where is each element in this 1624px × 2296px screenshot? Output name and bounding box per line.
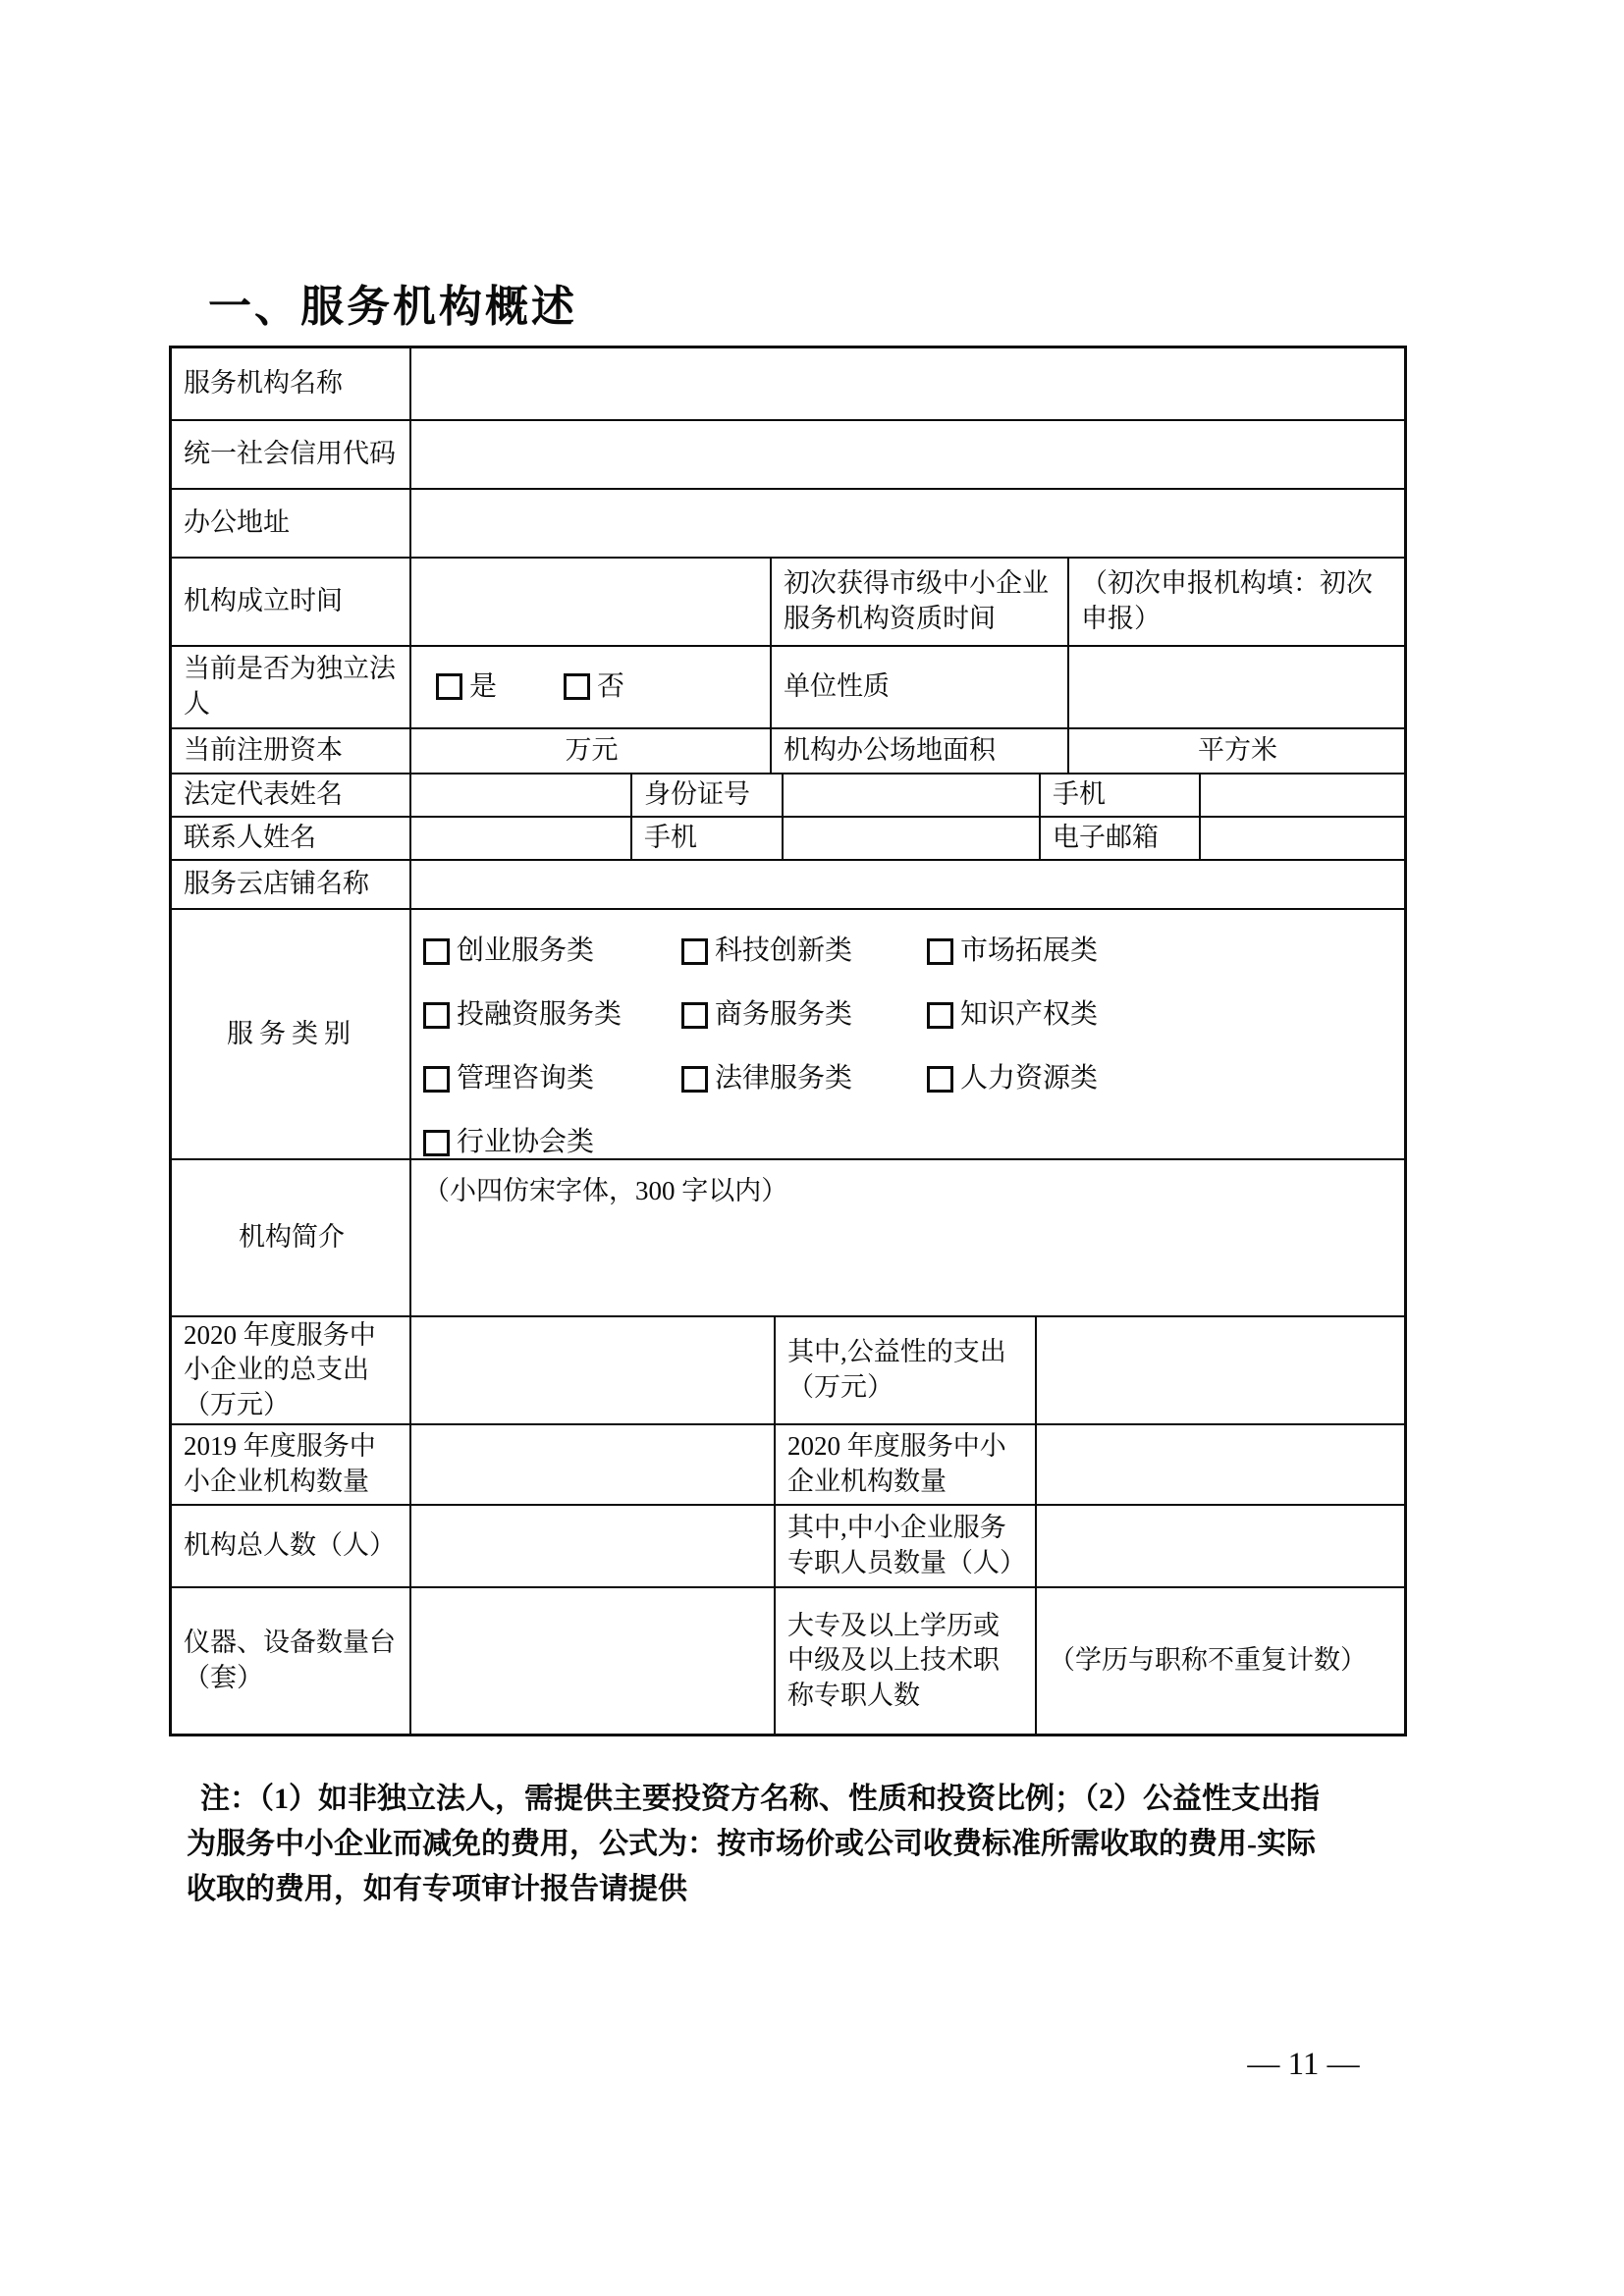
footnote-line: 注：（1）如非独立法人，需提供主要投资方名称、性质和投资比例；（2）公益性支出指 bbox=[200, 1783, 1320, 1815]
address-value-cell bbox=[409, 490, 1404, 557]
row-org-name bbox=[172, 348, 1404, 419]
first-declare-note: （初次申报机构填：初次申报） bbox=[1067, 559, 1404, 645]
credit-code-label: 统一社会信用代码 bbox=[184, 439, 396, 469]
legal-rep-phone-value-cell bbox=[1199, 774, 1404, 816]
footnote-line: 收取的费用，如有专项审计报告请提供 bbox=[187, 1873, 687, 1905]
checkbox-icon bbox=[927, 1002, 953, 1029]
category-option bbox=[681, 1061, 927, 1097]
intro-hint: （小四仿宋字体，300 字以内） bbox=[423, 1176, 788, 1205]
page-number: — 11 — bbox=[1247, 2047, 1360, 2082]
checkbox-icon bbox=[681, 938, 708, 965]
row-cloud-shop bbox=[172, 859, 1404, 908]
contact-value-cell bbox=[409, 818, 630, 859]
row-staff-total bbox=[172, 1504, 1404, 1586]
row-service-categories bbox=[172, 908, 1404, 1158]
id-number-value-cell bbox=[782, 774, 1039, 816]
intro-content-cell bbox=[409, 1160, 1404, 1315]
checkbox-icon bbox=[927, 1066, 953, 1093]
public-welfare-label: 其中,公益性的支出（万元） bbox=[774, 1317, 1035, 1423]
category-option bbox=[681, 997, 927, 1034]
checkbox-icon bbox=[564, 673, 590, 700]
public-welfare-value-cell bbox=[1035, 1317, 1404, 1423]
independent-label: 当前是否为独立法人 bbox=[184, 654, 396, 719]
checkbox-icon bbox=[927, 938, 953, 965]
email-value-cell bbox=[1199, 818, 1404, 859]
unit-nature-label: 单位性质 bbox=[770, 647, 1067, 727]
reg-capital-label: 当前注册资本 bbox=[184, 735, 343, 766]
category-grid bbox=[411, 910, 1404, 1158]
equipment-label: 仪器、设备数量台（套） bbox=[184, 1628, 396, 1692]
category-option bbox=[927, 934, 1404, 970]
orgs-2020-value-cell bbox=[1035, 1425, 1404, 1504]
category-label: 管理咨询类 bbox=[457, 1062, 595, 1094]
category-label: 商务服务类 bbox=[715, 998, 853, 1030]
contact-label: 联系人姓名 bbox=[184, 823, 316, 853]
category-option bbox=[681, 934, 927, 970]
degree-label: 大专及以上学历或中级及以上技术职称专职人数 bbox=[774, 1588, 1035, 1734]
row-credit-code bbox=[172, 419, 1404, 488]
no-label: 否 bbox=[597, 670, 625, 702]
row-intro bbox=[172, 1158, 1404, 1315]
staff-dedicated-label: 其中,中小企业服务专职人员数量（人） bbox=[774, 1506, 1035, 1586]
checkbox-icon bbox=[423, 1002, 450, 1029]
category-label: 科技创新类 bbox=[715, 935, 853, 966]
staff-total-value-cell bbox=[409, 1506, 774, 1586]
category-label: 知识产权类 bbox=[960, 998, 1099, 1030]
orgs-2020-label: 2020 年度服务中小企业机构数量 bbox=[774, 1425, 1035, 1504]
row-independent-legal bbox=[172, 645, 1404, 727]
contact-phone-label: 手机 bbox=[630, 818, 782, 859]
category-option bbox=[423, 1125, 681, 1158]
checkbox-icon bbox=[423, 938, 450, 965]
footnote-line: 为服务中小企业而减免的费用，公式为：按市场价或公司收费标准所需收取的费用-实际 bbox=[187, 1828, 1316, 1860]
intro-label: 机构简介 bbox=[239, 1222, 345, 1253]
founded-value-cell bbox=[409, 559, 770, 645]
category-option bbox=[423, 997, 681, 1034]
category-option bbox=[927, 997, 1404, 1034]
orgs-2019-value-cell bbox=[409, 1425, 774, 1504]
row-orgs-count bbox=[172, 1423, 1404, 1504]
no-option bbox=[564, 669, 624, 706]
equipment-value-cell bbox=[409, 1588, 774, 1734]
row-legal-representative bbox=[172, 773, 1404, 816]
row-expense-2020 bbox=[172, 1315, 1404, 1423]
category-label: 人力资源类 bbox=[960, 1062, 1099, 1094]
founded-label: 机构成立时间 bbox=[184, 586, 343, 616]
id-number-label: 身份证号 bbox=[630, 774, 782, 816]
category-label: 创业服务类 bbox=[457, 935, 595, 966]
checkbox-icon bbox=[681, 1002, 708, 1029]
checkbox-icon bbox=[423, 1130, 450, 1156]
footnote bbox=[187, 1777, 1453, 1912]
checkbox-icon bbox=[436, 673, 462, 700]
expense-2020-value-cell bbox=[409, 1317, 774, 1423]
expense-2020-label: 2020 年度服务中小企业的总支出（万元） bbox=[184, 1319, 376, 1419]
row-address bbox=[172, 488, 1404, 557]
yes-label: 是 bbox=[469, 670, 498, 702]
checkbox-icon bbox=[423, 1066, 450, 1093]
degree-note: （学历与职称不重复计数） bbox=[1035, 1588, 1404, 1734]
yes-option bbox=[436, 669, 497, 706]
category-label: 投融资服务类 bbox=[457, 998, 623, 1030]
category-label: 市场拓展类 bbox=[960, 935, 1099, 966]
staff-dedicated-value-cell bbox=[1035, 1506, 1404, 1586]
cloud-shop-label: 服务云店铺名称 bbox=[184, 869, 369, 899]
category-option bbox=[423, 1061, 681, 1097]
contact-phone-value-cell bbox=[782, 818, 1039, 859]
service-category-options-cell bbox=[409, 910, 1404, 1158]
category-option bbox=[927, 1061, 1404, 1097]
row-registered-capital bbox=[172, 727, 1404, 773]
reg-capital-unit: 万元 bbox=[409, 729, 770, 773]
unit-nature-value-cell bbox=[1067, 647, 1404, 727]
category-option bbox=[423, 934, 681, 970]
legal-rep-phone-label: 手机 bbox=[1039, 774, 1199, 816]
service-category-label: 服务类别 bbox=[227, 1018, 356, 1048]
org-name-value-cell bbox=[409, 348, 1404, 419]
independent-choice-cell bbox=[409, 647, 770, 727]
row-founded bbox=[172, 557, 1404, 645]
row-contact-person bbox=[172, 816, 1404, 859]
org-name-label: 服务机构名称 bbox=[184, 368, 343, 399]
checkbox-icon bbox=[681, 1066, 708, 1093]
legal-rep-value-cell bbox=[409, 774, 630, 816]
email-label: 电子邮箱 bbox=[1039, 818, 1199, 859]
staff-total-label: 机构总人数（人） bbox=[184, 1530, 396, 1561]
office-area-label: 机构办公场地面积 bbox=[770, 729, 1067, 773]
credit-code-value-cell bbox=[409, 421, 1404, 488]
category-label: 行业协会类 bbox=[457, 1126, 595, 1157]
category-label: 法律服务类 bbox=[715, 1062, 853, 1094]
legal-rep-label: 法定代表姓名 bbox=[184, 779, 343, 810]
first-qualification-label: 初次获得市级中小企业服务机构资质时间 bbox=[770, 559, 1067, 645]
overview-table bbox=[169, 346, 1407, 1736]
orgs-2019-label: 2019 年度服务中小企业机构数量 bbox=[184, 1431, 376, 1496]
cloud-shop-value-cell bbox=[409, 861, 1404, 908]
section-title: 一、服务机构概述 bbox=[208, 283, 577, 331]
row-equipment bbox=[172, 1586, 1404, 1734]
address-label: 办公地址 bbox=[184, 507, 290, 538]
office-area-unit: 平方米 bbox=[1067, 729, 1404, 773]
